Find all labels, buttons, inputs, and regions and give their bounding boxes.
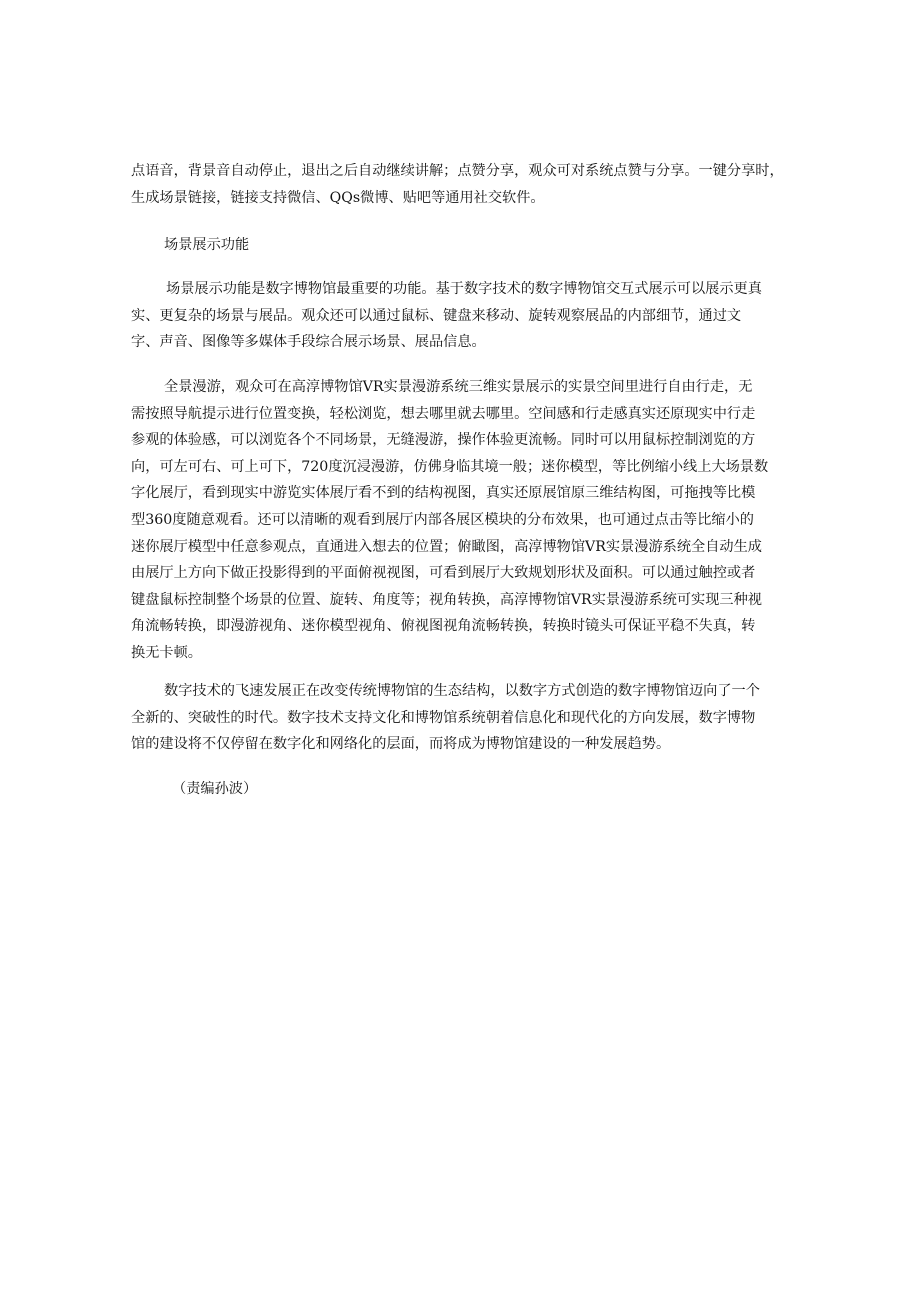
paragraph-line: 参观的体验感，可以浏览各个不同场景，无缝漫游，操作体验更流畅。同时可以用鼠标控制浏览的方 xyxy=(131,432,756,449)
closing-paragraph xyxy=(131,678,811,758)
paragraph-line: 全景漫游，观众可在高淳博物馆VR实景漫游系统三维实景展示的实景空间里进行自由行走，无 xyxy=(164,379,753,395)
paragraph-line: 场景展示功能是数字博物馆最重要的功能。基于数字技术的数字博物馆交互式展示可以展示更真 xyxy=(166,281,762,297)
paragraph-line: 角流畅转换，即漫游视角、迷你模型视角、俯视图视角流畅转换，转换时镜头可保证平稳不失真，转 xyxy=(131,618,756,635)
paragraph-line: 型360度随意观看。还可以清晰的观看到展厅内部各展区模块的分布效果，也可通过点击等比缩小的 xyxy=(131,511,754,528)
scene-paragraph xyxy=(131,276,811,356)
paragraph-line: 换无卡顿。 xyxy=(131,644,202,661)
roaming-paragraph xyxy=(131,374,811,667)
paragraph-line: 字、声音、图像等多媒体手段综合展示场景、展品信息。 xyxy=(131,334,486,351)
editor-note-text: （责编孙波） xyxy=(172,781,258,797)
paragraph-line: 点语音，背景音自动停止，退出之后自动继续讲解；点赞分享，观众可对系统点赞与分享。一键分享时， xyxy=(131,163,784,179)
paragraph-line: 生成场景链接，链接支持微信、QQs微博、贴吧等通用社交软件。 xyxy=(131,189,545,206)
section-heading xyxy=(164,232,844,258)
paragraph-line: 由展厅上方向下做正投影得到的平面俯视视图，可看到展厅大致规划形状及面积。可以通过触控或者 xyxy=(131,565,756,582)
paragraph-line: 馆的建设将不仅停留在数字化和网络化的层面，而将成为博物馆建设的一种发展趋势。 xyxy=(131,736,671,753)
paragraph-line: 键盘鼠标控制整个场景的位置、旋转、角度等；视角转换，高淳博物馆VR实景漫游系统可实现三种视 xyxy=(131,591,762,608)
editor-note xyxy=(172,776,852,802)
paragraph-line: 迷你展厅模型中任意参观点，直通进入想去的位置；俯瞰图，高淳博物馆VR实景漫游系统全自动生成 xyxy=(131,538,762,555)
paragraph-line: 实、更复杂的场景与展品。观众还可以通过鼠标、键盘来移动、旋转观察展品的内部细节，通过文 xyxy=(131,307,742,324)
paragraph-line: 字化展厅，看到现实中游览实体展厅看不到的结构视图，真实还原展馆原三维结构图，可拖拽等比模 xyxy=(131,485,756,502)
paragraph-line: 需按照导航提示进行位置变换，轻松浏览，想去哪里就去哪里。空间感和行走感真实还原现实中行走 xyxy=(131,405,756,422)
paragraph-line: 数字技术的飞速发展正在改变传统博物馆的生态结构，以数字方式创造的数字博物馆迈向了一个 xyxy=(164,683,760,699)
paragraph-line: 向，可左可右、可上可下，720度沉浸漫游，仿佛身临其境一般；迷你模型，等比例缩小线上大场景数 xyxy=(131,458,769,475)
paragraph-line: 全新的、突破性的时代。数字技术支持文化和博物馆系统朝着信息化和现代化的方向发展，数字博物 xyxy=(131,709,756,726)
section-heading-text: 场景展示功能 xyxy=(164,237,250,253)
intro-paragraph xyxy=(131,158,811,211)
